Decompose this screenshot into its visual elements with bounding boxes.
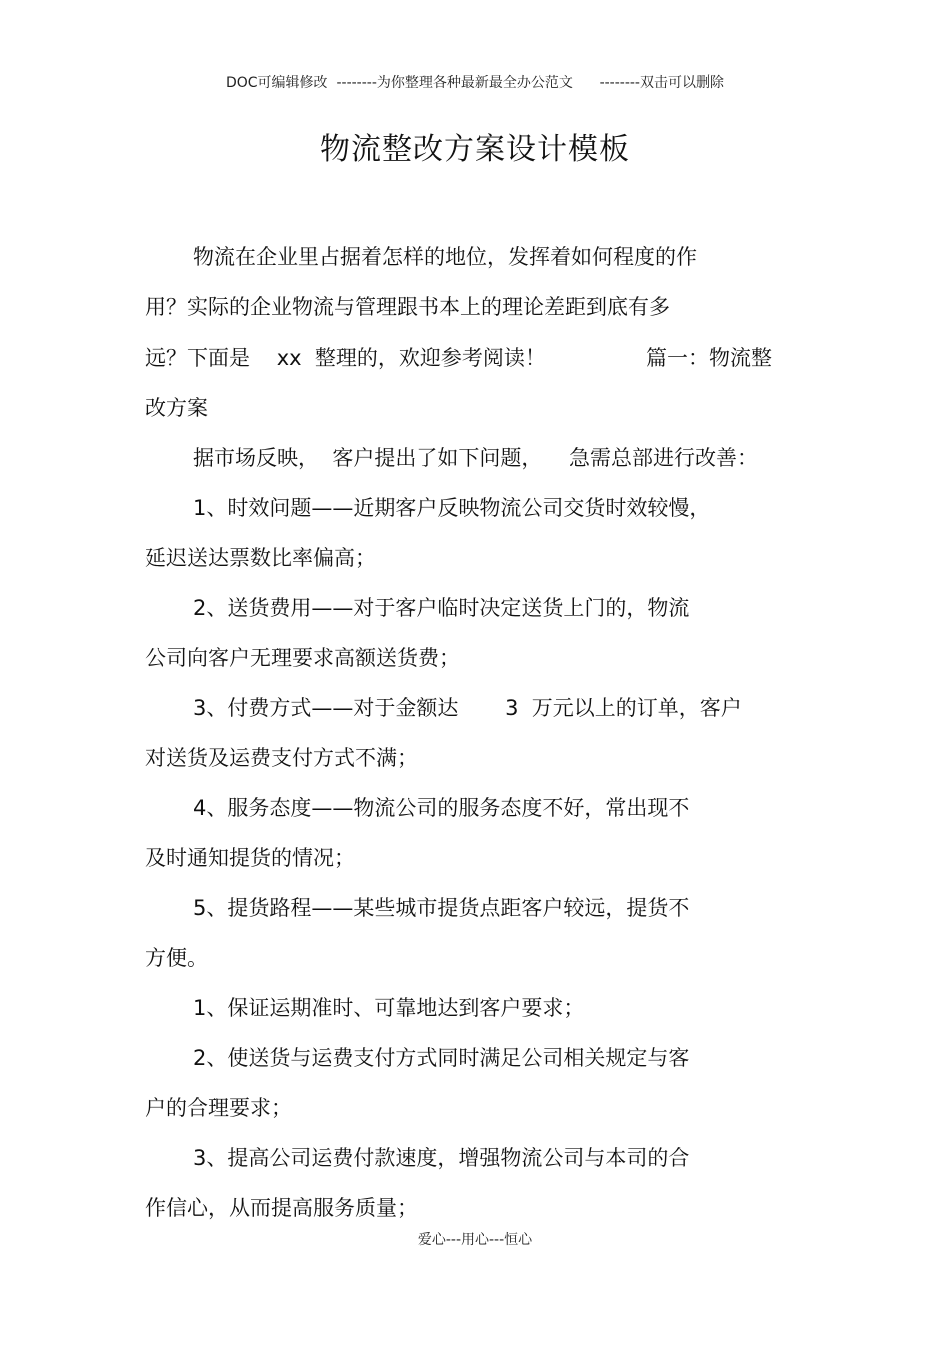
list-item-line: 4、服务态度——物流公司的服务态度不好，常出现不	[193, 796, 690, 820]
list-item-line: 对送货及运费支付方式不满；	[145, 746, 418, 770]
body-line: 远？下面是 xx 整理的，欢迎参考阅读！ 篇一：物流整	[145, 346, 773, 370]
list-item-line: 方便。	[145, 946, 208, 970]
list-item-line: 3、提高公司运费付款速度，增强物流公司与本司的合	[193, 1146, 690, 1170]
list-item-line: 2、使送货与运费支付方式同时满足公司相关规定与客	[193, 1046, 690, 1070]
list-item-line: 5、提货路程——某些城市提货点距客户较远，提货不	[193, 896, 690, 920]
list-item-line: 1、保证运期准时、可靠地达到客户要求；	[193, 996, 585, 1020]
list-item-line: 作信心，从而提高服务质量；	[145, 1196, 418, 1220]
list-item-line: 及时通知提货的情况；	[145, 846, 355, 870]
list-item-line: 2、送货费用——对于客户临时决定送货上门的，物流	[193, 596, 690, 620]
document-header: DOC可编辑修改 --------为你整理各种最新最全办公范文 --------双击可以删除	[225, 75, 724, 91]
body-line: 据市场反映， 客户提出了如下问题， 急需总部进行改善：	[193, 446, 759, 470]
list-item-line: 1、时效问题——近期客户反映物流公司交货时效较慢，	[193, 496, 711, 520]
body-line: 物流在企业里占据着怎样的地位，发挥着如何程度的作	[193, 245, 697, 269]
list-item-line: 户的合理要求；	[145, 1096, 292, 1120]
document-title: 物流整改方案设计模板	[320, 132, 630, 167]
list-item-line: 延迟送达票数比率偏高；	[145, 546, 376, 570]
list-item-line: 3、付费方式——对于金额达 3 万元以上的订单，客户	[193, 696, 742, 720]
list-item-line: 公司向客户无理要求高额送货费；	[145, 646, 460, 670]
body-line: 改方案	[145, 396, 208, 420]
document-footer: 爱心---用心---恒心	[417, 1232, 533, 1248]
body-line: 用？实际的企业物流与管理跟书本上的理论差距到底有多	[145, 295, 670, 319]
